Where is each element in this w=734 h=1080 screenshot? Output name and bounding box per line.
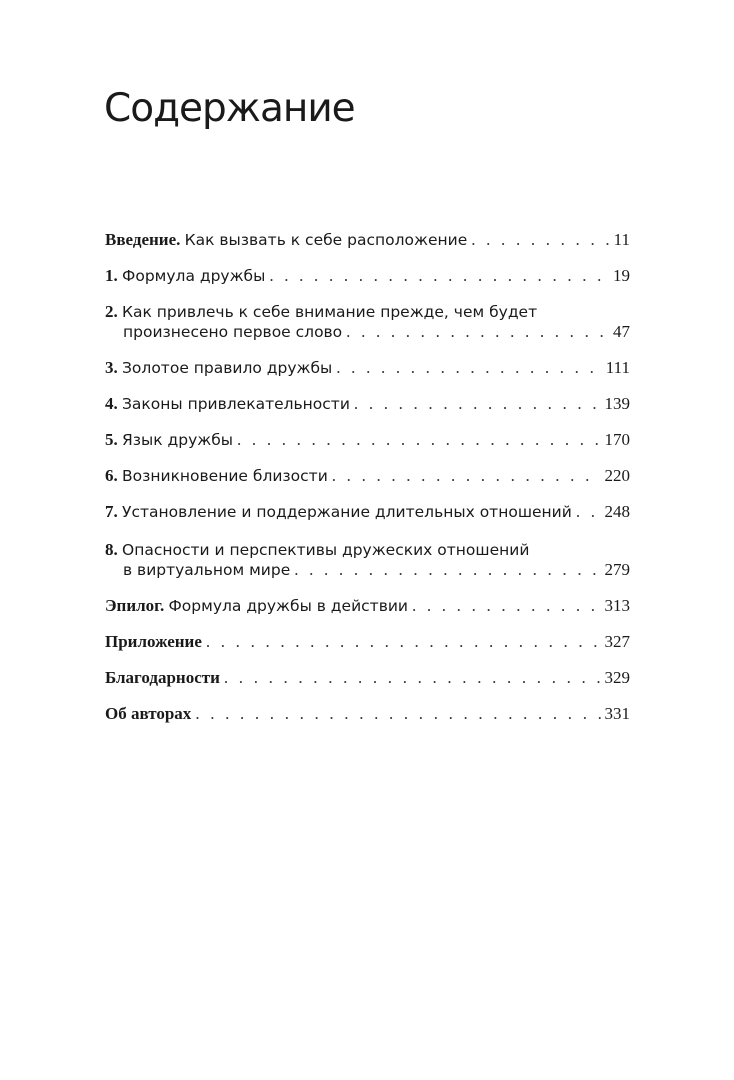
toc-entry-chapter-1[interactable] [105, 266, 630, 286]
dot-leader [269, 266, 609, 286]
toc-chapter-number: 4. [105, 394, 118, 413]
toc-entry-title: Установление и поддержание длительных отношений [122, 503, 572, 521]
toc-page-number: 220 [604, 466, 630, 485]
toc-entry-acknowledgements[interactable] [105, 668, 630, 688]
toc-entry-title-continued: в виртуальном мире [123, 561, 291, 579]
toc-entry-lead: Введение. [105, 230, 181, 249]
toc-entry-about-authors[interactable] [105, 704, 630, 724]
toc-entry-lead: Приложение [105, 632, 202, 651]
toc-entry-lead: Эпилог. [105, 596, 165, 615]
toc-page-number: 19 [613, 266, 630, 285]
toc-page-number: 329 [604, 668, 630, 687]
toc-page-number: 248 [604, 502, 630, 521]
toc-entry-title: Как привлечь к себе внимание прежде, чем будет [122, 303, 538, 321]
toc-entry-epilogue[interactable] [105, 596, 630, 616]
toc-page-number: 139 [604, 394, 630, 413]
dot-leader [576, 502, 601, 522]
dot-leader [346, 322, 609, 342]
toc-entry-title: Формула дружбы в действии [168, 597, 408, 615]
toc-entry-lead: Благодарности [105, 668, 220, 687]
dot-leader [471, 230, 609, 250]
dot-leader [237, 430, 600, 450]
toc-entry-title: Язык дружбы [122, 431, 234, 449]
toc-entry-title: Формула дружбы [122, 267, 266, 285]
toc-entry-chapter-3[interactable] [105, 358, 630, 378]
toc-entry-title-continued: произнесено первое слово [123, 323, 343, 341]
toc-page-number: 170 [604, 430, 630, 449]
toc-entry-chapter-8[interactable] [105, 540, 630, 580]
toc-entry-introduction[interactable] [105, 230, 630, 250]
dot-leader [195, 704, 600, 724]
toc-page-number: 47 [613, 322, 630, 341]
toc-page-number: 279 [604, 560, 630, 579]
toc-chapter-number: 8. [105, 540, 118, 559]
toc-entry-appendix[interactable] [105, 632, 630, 652]
toc-chapter-number: 7. [105, 502, 118, 521]
toc-page-number: 111 [605, 358, 630, 377]
toc-page-number: 331 [604, 704, 630, 723]
dot-leader [354, 394, 601, 414]
toc-entry-chapter-6[interactable] [105, 466, 630, 486]
toc-entry-title: Золотое правило дружбы [122, 359, 333, 377]
toc-page-number: 11 [613, 230, 630, 249]
dot-leader [336, 358, 601, 378]
toc-entry-title: Как вызвать к себе расположение [184, 231, 468, 249]
toc-page-number: 327 [604, 632, 630, 651]
toc-chapter-number: 5. [105, 430, 118, 449]
dot-leader [224, 668, 601, 688]
toc-chapter-number: 6. [105, 466, 118, 485]
toc-entry-title: Законы привлекательности [122, 395, 350, 413]
dot-leader [332, 466, 601, 486]
toc-chapter-number: 2. [105, 302, 118, 321]
toc-entry-title: Возникновение близости [122, 467, 328, 485]
toc-entry-chapter-2[interactable] [105, 302, 630, 342]
dot-leader [294, 560, 600, 580]
toc-entry-lead: Об авторах [105, 704, 192, 723]
toc-entry-title: Опасности и перспективы дружеских отношений [122, 541, 530, 559]
dot-leader [206, 632, 601, 652]
toc-entry-chapter-7[interactable] [105, 502, 630, 522]
page-title: Содержание [104, 86, 355, 131]
toc-entry-chapter-5[interactable] [105, 430, 630, 450]
toc-entry-chapter-4[interactable] [105, 394, 630, 414]
toc-chapter-number: 3. [105, 358, 118, 377]
dot-leader [412, 596, 601, 616]
toc-page-number: 313 [604, 596, 630, 615]
toc-chapter-number: 1. [105, 266, 118, 285]
